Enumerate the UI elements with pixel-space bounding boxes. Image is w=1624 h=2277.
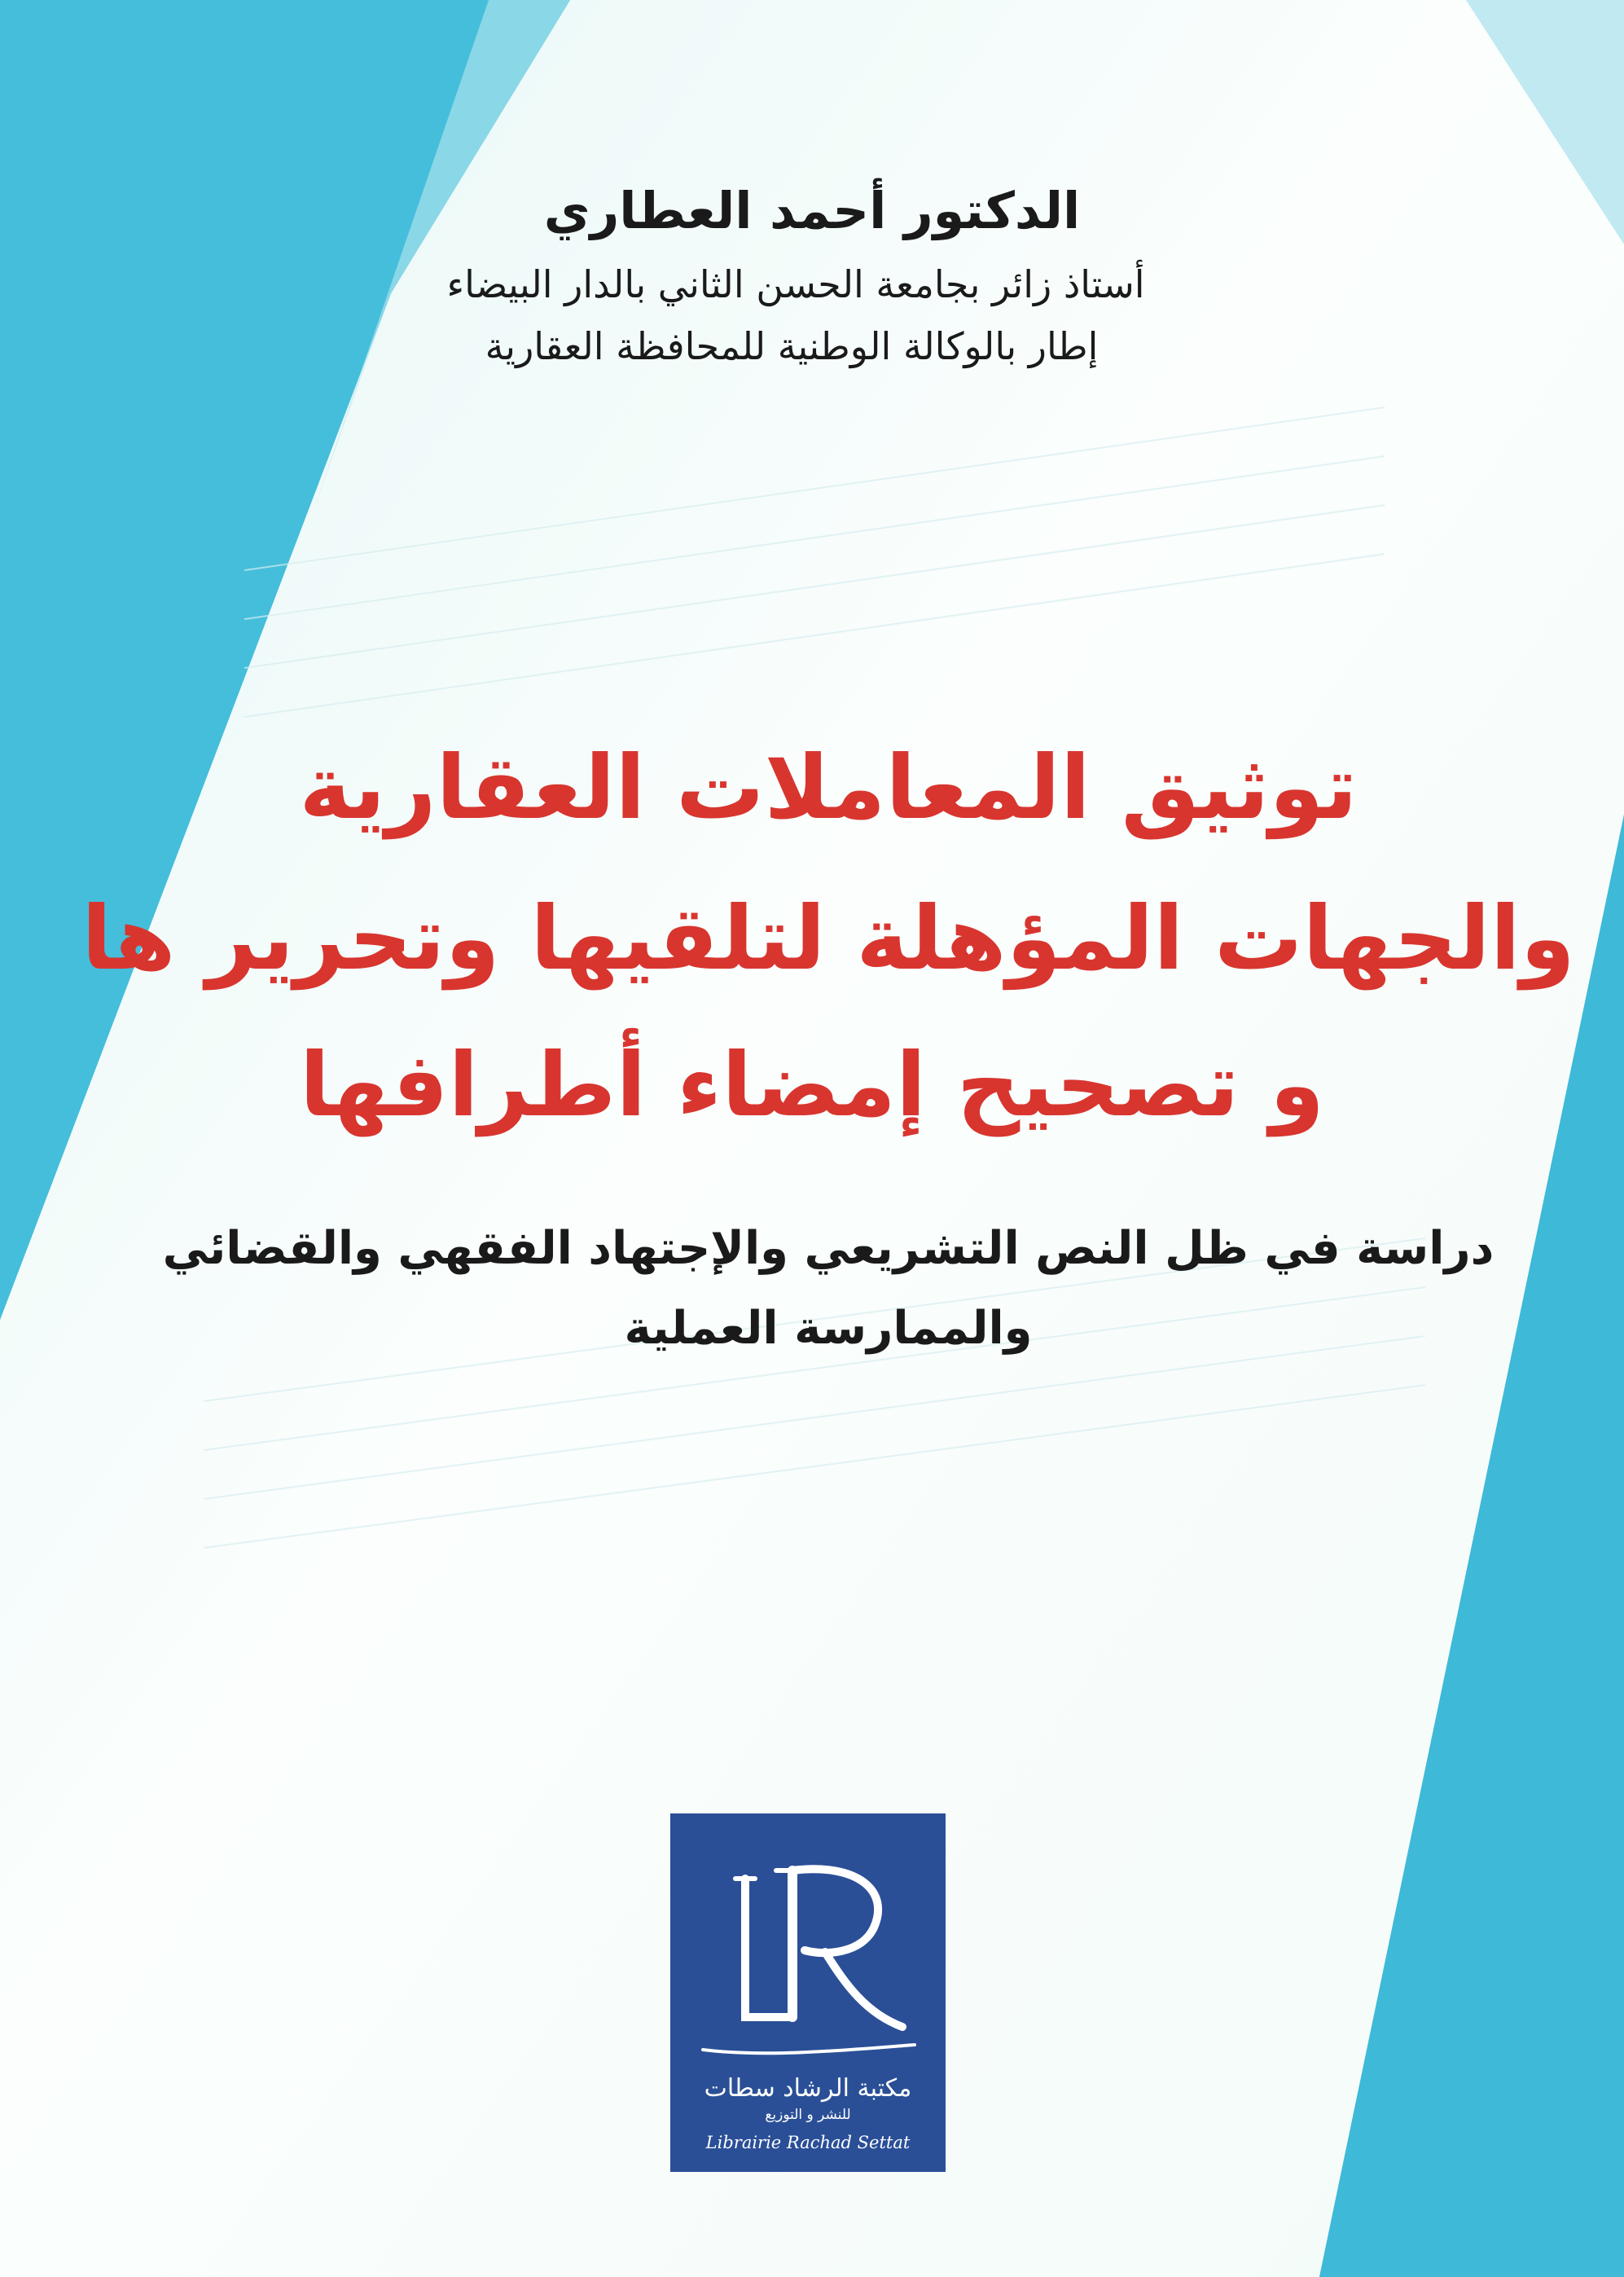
publisher-logo	[670, 1813, 946, 2172]
publisher-name-arabic: مكتبة الرشاد سطات	[704, 2074, 912, 2103]
author-role-line-1: أستاذ زائر بجامعة الحسن الثاني بالدار البيضاء	[446, 262, 1145, 306]
author-name: الدكتور أحمد العطاري	[543, 181, 1081, 240]
book-title-line-2: والجهات المؤهلة لتلقيها وتحرير ها	[81, 888, 1575, 990]
publisher-tagline-arabic: للنشر و التوزيع	[765, 2107, 851, 2123]
book-subtitle-line-2: والممارسة العملية	[624, 1302, 1033, 1355]
book-title-line-1: توثيق المعاملات العقارية	[299, 737, 1358, 839]
publisher-monogram-icon	[670, 1813, 946, 2074]
publisher-name-latin: Librairie Rachad Settat	[705, 2133, 911, 2152]
author-role-line-2: إطار بالوكالة الوطنية للمحافظة العقارية	[485, 324, 1099, 368]
book-title-line-3: و تصحيح إمضاء أطرافها	[299, 1035, 1325, 1136]
book-subtitle-line-1: دراسة في ظل النص التشريعي والإجتهاد الفقهي والقضائي	[162, 1222, 1495, 1275]
